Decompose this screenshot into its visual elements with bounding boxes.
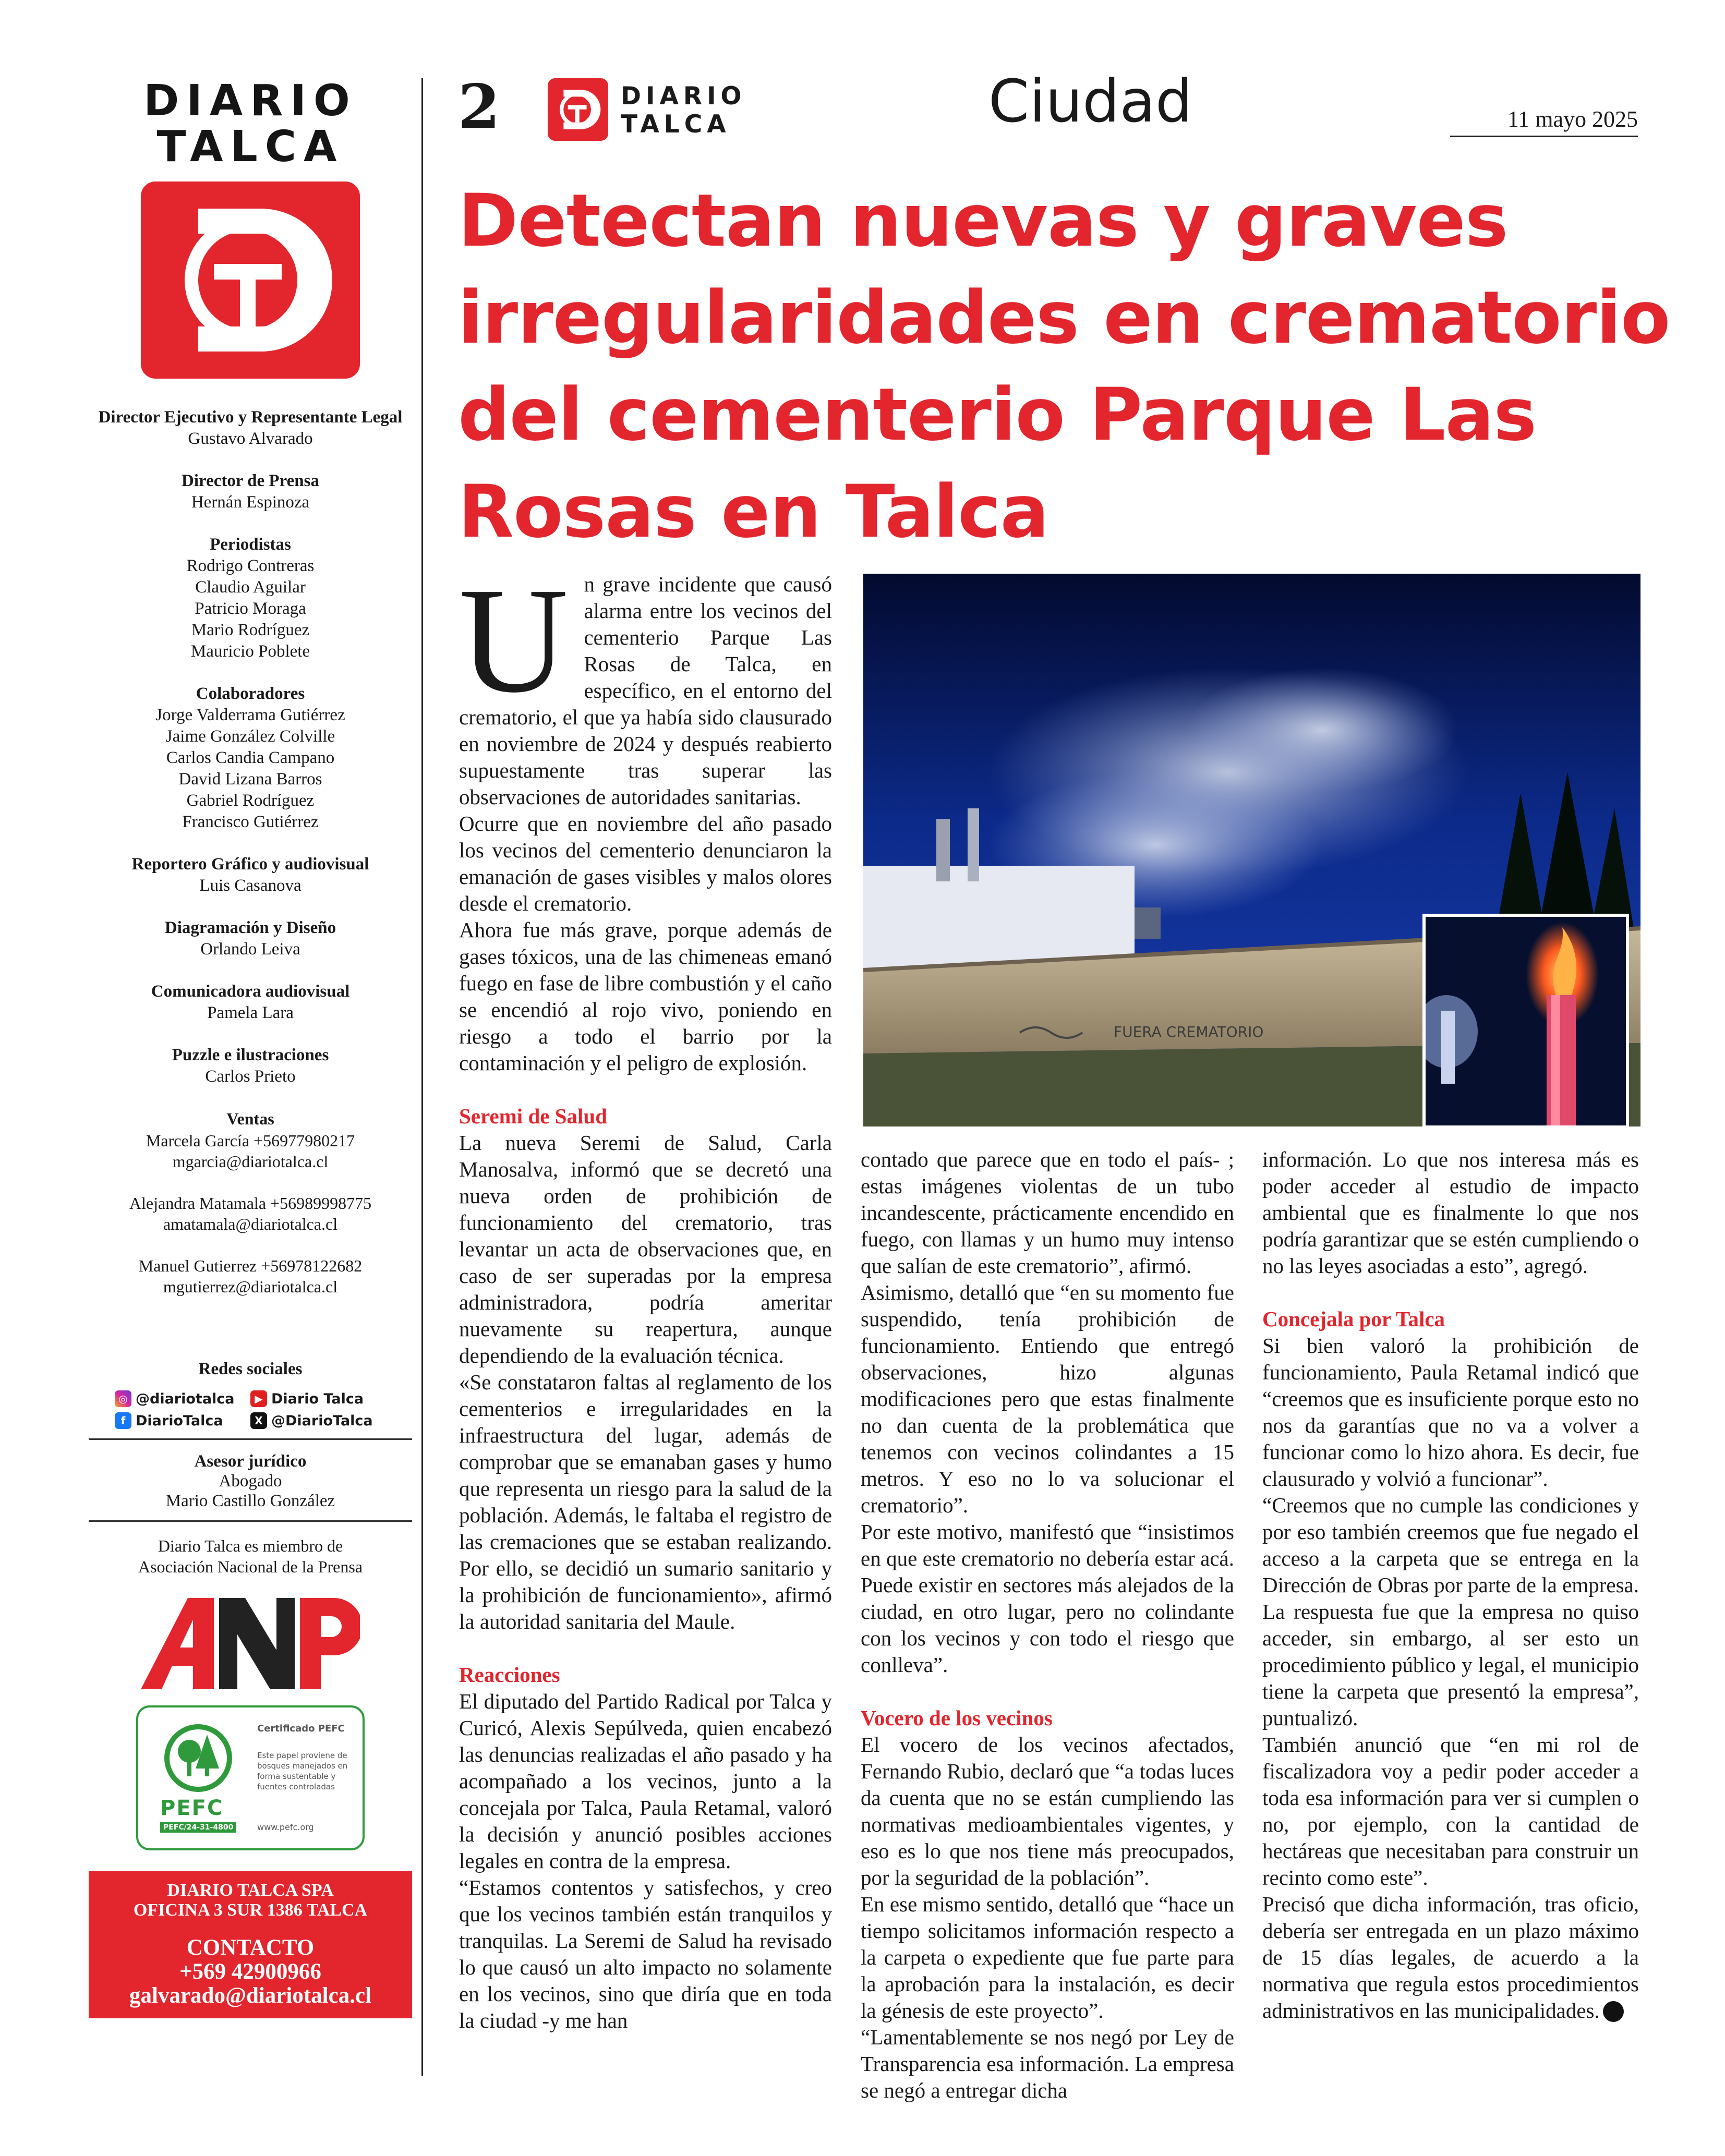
section-title: Ciudad	[988, 68, 1193, 136]
staff-person: Luis Casanova	[199, 876, 301, 895]
youtube-icon: ▶	[250, 1390, 267, 1407]
staff-block	[89, 534, 412, 662]
pefc-description: Este papel proviene de bosques manejados en forma sustentable y fuentes controladas	[257, 1751, 348, 1791]
page-number: 2	[458, 71, 500, 142]
article-column-3	[1262, 1146, 1639, 2024]
article-paragraph	[1262, 1891, 1639, 2024]
facebook-handle: DiarioTalca	[136, 1412, 223, 1429]
sales-contact	[89, 1255, 412, 1297]
sales-contact-email[interactable]: amatamala@diariotalca.cl	[163, 1215, 338, 1233]
staff-block	[89, 981, 412, 1024]
sales-contact	[89, 1130, 412, 1172]
article-paragraph: El vocero de los vecinos afectados, Fernando Rubio, declaró que “a todas luces da cuenta que no se están cumpliendo las normativas medioambientales vigentes, y eso es lo que nos tiene más preocupados, por la seguridad de la población”.	[861, 1733, 1234, 1889]
membership-line1: Diario Talca es miembro de	[158, 1536, 343, 1555]
pefc-certificate	[136, 1705, 365, 1850]
staff-person: Pamela Lara	[207, 1003, 294, 1022]
article-paragraph: Ahora fue más grave, porque además de gases tóxicos, una de las chimeneas emanó fuego en fase de libre combustión y el caño se encendió al rojo vivo, poniendo en riesgo a todo el barrio por la contaminación y el peligro de explosión.	[459, 918, 832, 1075]
staff-block	[89, 683, 412, 833]
social-title: Redes sociales	[198, 1360, 303, 1378]
legal-advisor	[89, 1451, 412, 1511]
brand-line2: TALCA	[621, 110, 731, 139]
sales-contact	[89, 1193, 412, 1234]
staff-person: David Lizana Barros	[178, 770, 322, 789]
contact-phone: +569 42900966	[179, 1959, 321, 1984]
sales-contact-email[interactable]: mgarcia@diariotalca.cl	[172, 1152, 329, 1171]
youtube-handle: Diario Talca	[271, 1390, 364, 1407]
subhead-vocero: Vocero de los vecinos	[861, 1706, 1053, 1730]
chimney-flame-inset	[1422, 914, 1629, 1127]
staff-person: Carlos Candia Campano	[166, 748, 335, 767]
sales-contact-email[interactable]: mgutierrez@diariotalca.cl	[163, 1277, 338, 1296]
staff-person: Mario Rodríguez	[191, 621, 310, 639]
divider	[89, 1520, 412, 1522]
wall-graffiti-text: FUERA CREMATORIO	[1114, 1023, 1264, 1040]
article-column-1	[459, 556, 832, 2034]
staff-person: Gabriel Rodríguez	[186, 791, 315, 810]
pefc-tree-icon	[159, 1719, 237, 1797]
x-link[interactable]	[250, 1412, 386, 1429]
article-column-2	[861, 1146, 1234, 2104]
staff-person: Claudio Aguilar	[195, 578, 306, 597]
pefc-cert-title: Certificado PEFC	[257, 1723, 345, 1734]
brand-name	[621, 82, 746, 139]
instagram-link[interactable]	[115, 1390, 250, 1407]
staff-role: Comunicadora audiovisual	[151, 982, 350, 1001]
column-divider	[421, 78, 423, 2076]
staff-person: Rodrigo Contreras	[186, 556, 315, 575]
company-name: DIARIO TALCA SPA	[167, 1881, 334, 1900]
staff-block	[89, 1045, 412, 1087]
staff-role: Colaboradores	[196, 684, 305, 703]
sales-contacts	[89, 1108, 412, 1297]
staff-person: Orlando Leiva	[200, 940, 300, 959]
divider	[89, 1438, 412, 1440]
staff-block	[89, 407, 412, 450]
diario-talca-small-logo-icon	[548, 78, 608, 141]
sales-contact-phone: Manuel Gutierrez +56978122682	[138, 1256, 363, 1275]
instagram-handle: @diariotalca	[136, 1390, 235, 1407]
article-paragraph	[459, 556, 832, 810]
staff-role: Diagramación y Diseño	[164, 918, 336, 937]
social-links	[115, 1390, 386, 1429]
facebook-icon: f	[115, 1412, 131, 1429]
subhead-concejala: Concejala por Talca	[1262, 1307, 1445, 1331]
chimney-flame-icon	[1426, 917, 1626, 1125]
sidebar	[89, 78, 412, 2018]
contact-label: CONTACTO	[186, 1935, 315, 1960]
article-paragraph: “Creemos que no cumple las condiciones y por eso también creemos que fue negado el acceso a la carpeta que se entrega en la Dirección de Obras por parte de la empresa. La respuesta fue que la empresa no quiso acceder, sin embargo, al ser esto un procedimiento público y legal, el municipio tiene la carpeta que presentó la empresa”, puntualizó.	[1262, 1493, 1639, 1730]
legal-line2: Mario Castillo González	[165, 1492, 335, 1510]
issue-date: 11 mayo 2025	[1450, 106, 1638, 137]
staff-person: Jaime González Colville	[165, 727, 335, 746]
staff-credits	[89, 407, 412, 1087]
staff-person: Francisco Gutiérrez	[182, 813, 319, 831]
staff-role: Director Ejecutivo y Representante Legal	[98, 408, 403, 427]
masthead	[89, 78, 412, 170]
contact-email[interactable]: galvarado@diariotalca.cl	[129, 1983, 371, 2008]
membership-note	[89, 1535, 412, 1577]
diario-talca-logo-icon	[141, 181, 360, 379]
end-of-article-icon	[1603, 2001, 1624, 2022]
staff-block	[89, 917, 412, 960]
subhead-reacciones: Reacciones	[459, 1663, 560, 1687]
masthead-line1: DIARIO	[143, 76, 357, 126]
drop-cap: U	[459, 556, 569, 724]
article-photo	[863, 574, 1640, 1127]
company-contact-box	[89, 1871, 412, 2018]
staff-role: Reportero Gráfico y audiovisual	[131, 855, 369, 874]
sales-contact-phone: Marcela García +56977980217	[146, 1131, 355, 1150]
instagram-icon: ◎	[115, 1390, 131, 1407]
anp-logo-icon	[141, 1588, 360, 1692]
article-paragraph: Por este motivo, manifestó que “insistimos en que este crematorio no debería estar acá. Puede existir en sectores más alejados de la ciudad, en otro lugar, pero no colindante con los vecinos y con todo el riesgo que conlleva”.	[861, 1520, 1234, 1677]
pefc-code: PEFC/24-31-4800	[160, 1822, 236, 1833]
article-paragraph: El diputado del Partido Radical por Talca y Curicó, Alexis Sepúlveda, quien encabezó las denuncias realizadas el año pasado y ha acompañado a los vecinos, junto a la concejala por Talca, Paula Retamal, valoró la decisión y anunció posibles acciones legales en contra de la empresa.	[459, 1689, 832, 1873]
article-paragraph: Asimismo, detalló que “en su momento fue suspendido, tenía prohibición de funcionamiento. Entiendo que entregó observaciones, hizo algunas modificaciones pero que estas finalmente no dan cuenta de la problemática que tenemos con vecinos colindantes a 15 metros. Y eso no lo va solucionar el crematorio”.	[861, 1280, 1234, 1517]
article-paragraph: contado que parece que en todo el país- ; estas imágenes violentas de un tubo incandescente, prácticamente encendido en fuego, con llamas y un humo muy intenso que salían de este crematorio”, afirmó.	[861, 1147, 1234, 1278]
legal-line1: Abogado	[219, 1472, 282, 1491]
membership-line2: Asociación Nacional de la Prensa	[138, 1557, 363, 1576]
sales-title: Ventas	[226, 1109, 274, 1128]
article-paragraph: En ese mismo sentido, detalló que “hace un tiempo solicitamos información respecto a la carpeta o expediente que fue parte para la aprobación para la instalación, es decir la génesis de este proyecto”.	[861, 1892, 1234, 2022]
article-headline: Detectan nuevas y graves irregularidades en crematorio del cementerio Parque Las Rosas en Talca	[458, 178, 1670, 554]
staff-person: Carlos Prieto	[205, 1067, 296, 1086]
staff-person: Jorge Valderrama Gutiérrez	[155, 706, 345, 724]
staff-person: Gustavo Alvarado	[188, 429, 313, 448]
x-icon: X	[250, 1412, 267, 1429]
staff-role: Puzzle e ilustraciones	[172, 1046, 329, 1064]
staff-block	[89, 854, 412, 897]
staff-block	[89, 470, 412, 513]
article-paragraph: “Lamentablemente se nos negó por Ley de Transparencia esa información. La empresa se negó a entregar dicha	[861, 2025, 1234, 2102]
pefc-website[interactable]: www.pefc.org	[257, 1822, 314, 1832]
staff-person: Patricio Moraga	[195, 599, 306, 618]
article-paragraph: “Estamos contentos y satisfechos, y creo que los vecinos también están tranquilos y tranquilas. La Seremi de Salud ha revisado lo que causó un alto impacto no solamente en los vecinos, sino que diría que en toda la ciudad -y me han	[459, 1875, 832, 2032]
legal-title: Asesor jurídico	[194, 1452, 307, 1471]
staff-role: Director de Prensa	[182, 471, 319, 490]
article-paragraph: información. Lo que nos interesa más es poder acceder al estudio de impacto ambiental que es finalmente lo que nos podría garantizar que se estén cumpliendo o no las leyes asociadas a esto”, agregó.	[1262, 1147, 1639, 1278]
pefc-word: PEFC	[160, 1796, 224, 1820]
x-handle: @DiarioTalca	[271, 1412, 373, 1429]
brand-line1: DIARIO	[621, 82, 746, 111]
article-paragraph: «Se constataron faltas al reglamento de los cementerios e irregularidades en la infraestructura del lugar, además de comprobar que se emanaban gases y humo que representa un riesgo para la salud de la población. Además, le faltaba el registro de las cremaciones que se estaban realizando. Por ello, se decidió un sumario sanitario y la prohibición de funcionamiento», afirmó la autoridad sanitaria del Maule.	[459, 1370, 832, 1633]
facebook-link[interactable]	[115, 1412, 250, 1429]
article-paragraph-text: n grave incidente que causó alarma entre los vecinos del cementerio Parque Las Rosas de Talca, en específico, en el entorno del crematorio, el que ya había sido clausurado en noviembre de 2024 y después reabierto supuestamente tras superar las observaciones de autoridades sanitarias.	[459, 572, 832, 809]
masthead-line2: TALCA	[156, 122, 344, 172]
article-paragraph: La nueva Seremi de Salud, Carla Manosalva, informó que se decretó una nueva orden de prohibición de funcionamiento del crematorio, tras levantar un acta de observaciones que, en caso de ser superadas por la empresa administradora, podría ameritar nuevamente su reapertura, aunque dependiendo de la evaluación técnica.	[459, 1131, 832, 1367]
staff-person: Mauricio Poblete	[190, 642, 310, 661]
article-paragraph: También anunció que “en mi rol de fiscalizadora voy a pedir poder acceder a toda esa información para ver si cumplen o no, por ejemplo, con la cantidad de hectáreas que necesitaban para construir un recinto como este”.	[1262, 1733, 1639, 1889]
subhead-seremi: Seremi de Salud	[459, 1104, 607, 1128]
company-address: OFICINA 3 SUR 1386 TALCA	[133, 1900, 368, 1920]
youtube-link[interactable]	[250, 1390, 386, 1407]
article-paragraph: Ocurre que en noviembre del año pasado los vecinos del cementerio denunciaron la emanación de gases visibles y malos olores desde el crematorio.	[459, 811, 832, 915]
staff-role: Periodistas	[210, 535, 291, 554]
article-paragraph: Si bien valoró la prohibición de funcionamiento, Paula Retamal indicó que “creemos que es insuficiente porque esto no nos da garantías que no va a volver a funcionar como lo hizo ahora. Es decir, fue clausurado y volvió a funcionar”.	[1262, 1334, 1639, 1491]
sales-contact-phone: Alejandra Matamala +56989998775	[129, 1194, 372, 1213]
article-paragraph-text: Precisó que dicha información, tras oficio, debería ser entregada en un plazo máximo de 15 días legales, de acuerdo a la normativa que regula estos procedimientos administrativos en las municipalidades.	[1262, 1892, 1639, 2022]
staff-person: Hernán Espinoza	[191, 493, 310, 512]
